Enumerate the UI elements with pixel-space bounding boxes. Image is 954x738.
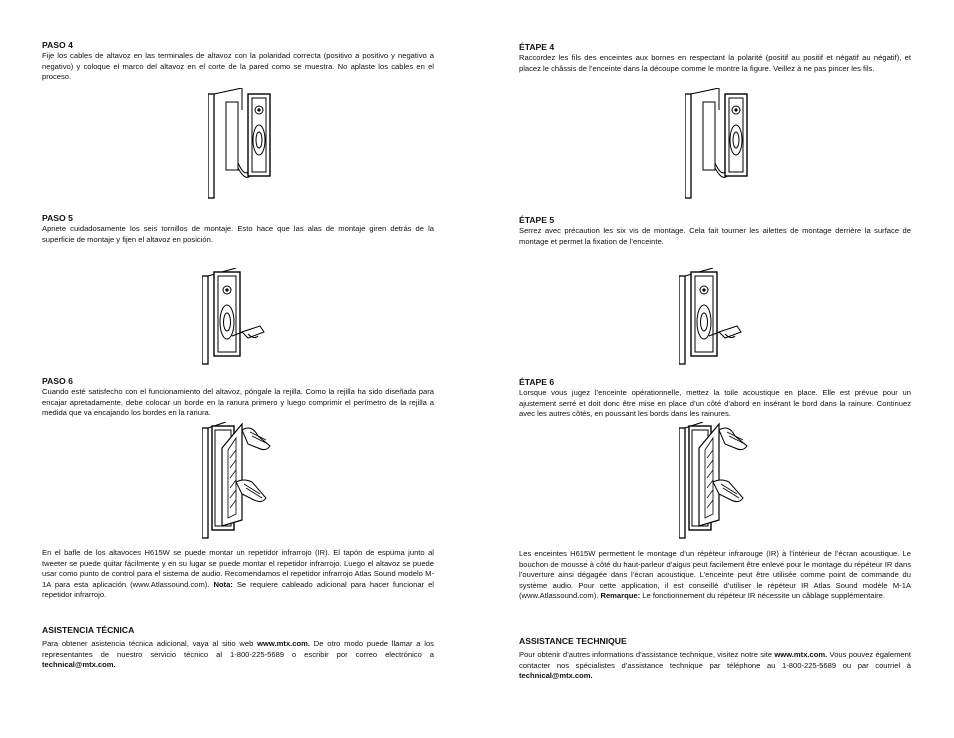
- etape-5-text: Serrez avec précaution les six vis de montage. Cela fait tourner les ailettes de montage derrière la surface de montage et permet la fixation de l’enceinte.: [519, 226, 911, 246]
- support-email-link[interactable]: technical@mtx.com.: [519, 671, 593, 681]
- grille-illustration: [679, 422, 751, 542]
- support-text: Para obtener asistencia técnica adicional, vaya al sitio web www.mtx.com. De otro modo puede llamar a los representantes de nuestro servicio técnico al 1-800-225-5689 o escribir por correo electrónico a technical@mtx.com.: [42, 639, 434, 670]
- paso-6-heading: PASO 6: [42, 376, 73, 386]
- etape-4-heading: ÉTAPE 4: [519, 42, 555, 52]
- install-illustration: [208, 88, 276, 200]
- support-text: Pour obtenir d’autres informations d’assistance technique, visitez notre site www.mtx.com. Vous pouvez également contacter nos spécialistes d’assistance technique par téléphone au 1-800-225-5689 ou par courriel à technical@mtx.com.: [519, 650, 911, 681]
- support-site-link[interactable]: www.mtx.com.: [774, 650, 828, 659]
- etape-5-section: [519, 215, 911, 247]
- etape-4-section: [519, 42, 911, 74]
- screw-illustration: [679, 268, 745, 368]
- etape-6-text: Lorsque vous jugez l’enceinte opérationnelle, mettez la toile acoustique en place. Elle est prévue pour un ajustement serré et doit donc être mise en place d’un côté d’abord en insérant le bord dans la rainure. Continuez avec les autres côtés, en poussant les bords dans les rainures.: [519, 388, 911, 419]
- etape-6-heading: ÉTAPE 6: [519, 377, 555, 387]
- paso-4-heading: PASO 4: [42, 40, 73, 50]
- paso-4-text: Fije los cables de altavoz en las terminales de altavoz con la polaridad correcta (positivo a positivo y negativo a negativo) y coloque el marco del altavoz en el corte de la pared como se muestra. No aplaste los cables en el proceso.: [42, 51, 434, 82]
- paso-5-heading: PASO 5: [42, 213, 73, 223]
- support-heading: ASISTENCIA TÉCNICA: [42, 625, 135, 635]
- etape-4-text: Raccordez les fils des enceintes aux bornes en respectant la polarité (positif au positif et négatif au négatif), et placez le châssis de l’enceinte dans la découpe comme le montre la figure. Veillez à ne pas pincer les fils.: [519, 53, 911, 73]
- etape-6-section: [519, 377, 911, 420]
- support-site-link[interactable]: www.mtx.com.: [257, 639, 310, 648]
- support-section: [519, 636, 911, 682]
- ir-repeater-section: [519, 549, 911, 602]
- ir-repeater-section: [42, 548, 434, 601]
- support-email-link[interactable]: technical@mtx.com.: [42, 660, 116, 670]
- paso-4-section: [42, 40, 434, 83]
- ir-repeater-text: En el bafle de los altavoces H615W se puede montar un repetidor infrarrojo (IR). El tapón de espuma junto al tweeter se puede quitar fácilmente y en su lugar se puede montar el repetidor infrarrojo. Luego el altavoz se puede usar como punto de control para el sistema de audio. Recomendamos el repetidor infrarrojo Atlas Sound modelo M-1A para esta aplicación (www.Atlassound.com). Nota: Se requiere cableado adicional para hacer funcionar el repetidor infrarrojo.: [42, 548, 434, 600]
- etape-5-heading: ÉTAPE 5: [519, 215, 555, 225]
- screw-illustration: [202, 268, 268, 368]
- paso-5-text: Apriete cuidadosamente los seis tornillos de montaje. Esto hace que las alas de montaje giren detrás de la superficie de montaje y fijen el altavoz en posición.: [42, 224, 434, 244]
- grille-illustration: [202, 422, 274, 542]
- support-heading: ASSISTANCE TECHNIQUE: [519, 636, 627, 646]
- paso-6-text: Cuando esté satisfecho con el funcionamiento del altavoz, póngale la rejilla. Como la rejilla ha sido diseñada para encajar apretadamente, debe colocar un borde en la ranura primero y luego comprimir el perímetro de la rejilla a medida que va encajando los bordes en la ranura.: [42, 387, 434, 418]
- ir-repeater-text: Les enceintes H615W permettent le montage d’un répéteur infrarouge (IR) à l’intérieur de l’écran acoustique. Le bouchon de mousse à côté du haut-parleur d’aigus peut facilement être enlevé pour le montage du répéteur IR dans l’ouverture ainsi dégagée dans l’écran acoustique. L’enceinte peut être utilisée comme point de commande du système audio. Pour cette application, il est conseillé d’utiliser le répéteur IR Atlas Sound modèle M-1A (www.Atlassound.com). Remarque: Le fonctionnement du répéteur IR nécessite un câblage supplémentaire.: [519, 549, 911, 601]
- paso-6-section: [42, 376, 434, 419]
- support-section: [42, 625, 434, 671]
- paso-5-section: [42, 213, 434, 245]
- install-illustration: [685, 88, 753, 200]
